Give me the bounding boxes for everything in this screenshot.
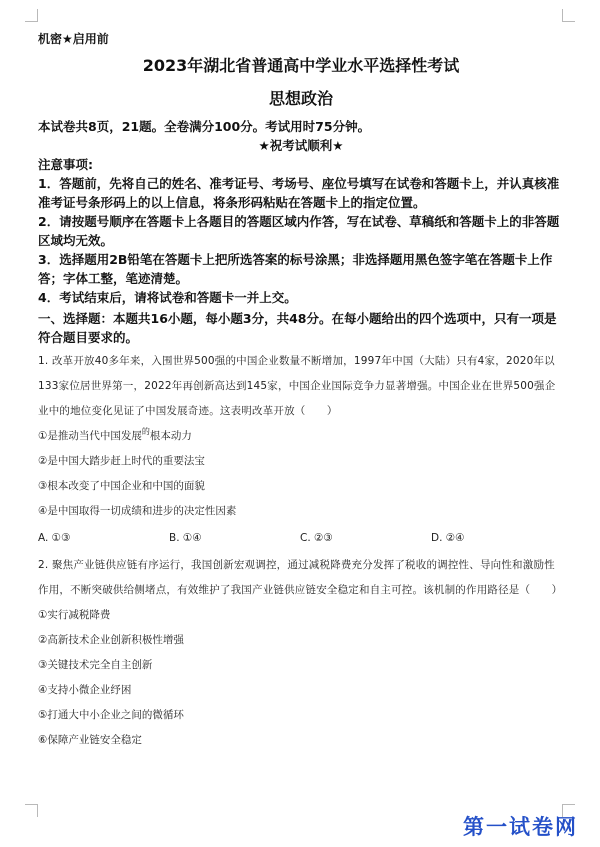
notice-item: 4．考试结束后，请将试卷和答题卡一并上交。 (38, 290, 297, 305)
q1-statement-4: ④是中国取得一切成绩和进步的决定性因素 (38, 505, 237, 517)
exam-page (38, 30, 564, 753)
q1-statement-1-sup: 的 (141, 427, 150, 436)
site-watermark: 第一试卷网 (463, 814, 578, 839)
question-1-stem: 1. 改革开放40多年来，入围世界500强的中国企业数量不断增加，1997年中国（大陆）只有4家，2020年以133家位居世界第一，2022年再创新高达到145家，中国企业国际竞争力显著增强。中国企业在世界500强企业中的地位变化见证了中国发展奇迹。这表明改革开放（ ） (38, 355, 556, 417)
exam-title: 2023年湖北省普通高中学业水平选择性考试 (142, 56, 460, 75)
q1-statement-1 (38, 424, 564, 449)
notice-item: 1．答题前，先将自己的姓名、准考证号、考场号、座位号填写在试卷和答题卡上，并认真核准准考证号条形码上的以上信息，将条形码粘贴在答题卡上的指定位置。 (38, 176, 560, 210)
q1-choice-c[interactable]: C. ②③ (300, 532, 333, 544)
notice-item: 3．选择题用2B铅笔在答题卡上把所选答案的标号涂黑；非选择题用黑色签字笔在答题卡上作答；字体工整，笔迹清楚。 (38, 252, 553, 286)
q2-statement-1: ①实行减税降费 (38, 609, 111, 621)
notice-item: 2．请按题号顺序在答题卡上各题目的答题区域内作答，写在试卷、草稿纸和答题卡上的非答题区域均无效。 (38, 214, 560, 248)
q1-choice-a[interactable]: A. ①③ (38, 532, 71, 544)
q1-choice-d[interactable]: D. ②④ (431, 532, 465, 544)
q2-statement-5: ⑤打通大中小企业之间的微循环 (38, 709, 184, 721)
exam-wish: ★祝考试顺利★ (258, 138, 344, 153)
q1-choice-b[interactable]: B. ①④ (169, 532, 202, 544)
notices-heading: 注意事项: (38, 157, 93, 172)
q1-statement-2: ②是中国大踏步赶上时代的重要法宝 (38, 455, 205, 467)
crop-mark-top-left (25, 9, 38, 22)
q2-statement-3: ③关键技术完全自主创新 (38, 659, 153, 671)
q1-statement-1-main: ①是推动当代中国发展 (38, 430, 142, 442)
q1-statement-3: ③根本改变了中国企业和中国的面貌 (38, 480, 205, 492)
q1-statement-1-tail: 根本动力 (149, 430, 192, 442)
secret-label: 机密★启用前 (38, 32, 109, 46)
q2-statement-2: ②高新技术企业创新积极性增强 (38, 634, 184, 646)
q1-choices (38, 526, 564, 551)
q2-statement-4: ④支持小微企业纾困 (38, 684, 132, 696)
section-one-heading: 一、选择题：本题共16小题，每小题3分，共48分。在每小题给出的四个选项中，只有一项是符合题目要求的。 (38, 311, 557, 345)
exam-subject: 思想政治 (268, 89, 333, 108)
exam-info: 本试卷共8页，21题。全卷满分100分。考试用时75分钟。 (38, 119, 371, 134)
crop-mark-top-right (562, 9, 575, 22)
question-2-stem: 2. 聚焦产业链供应链有序运行，我国创新宏观调控，通过减税降费充分发挥了税收的调控性、导向性和激励性作用，不断突破供给侧堵点，有效维护了我国产业链供应链安全稳定和自主可控。该机制的作用路径是（ ） (38, 559, 563, 596)
q2-statement-6: ⑥保障产业链安全稳定 (38, 734, 142, 746)
crop-mark-bottom-left (25, 804, 38, 817)
